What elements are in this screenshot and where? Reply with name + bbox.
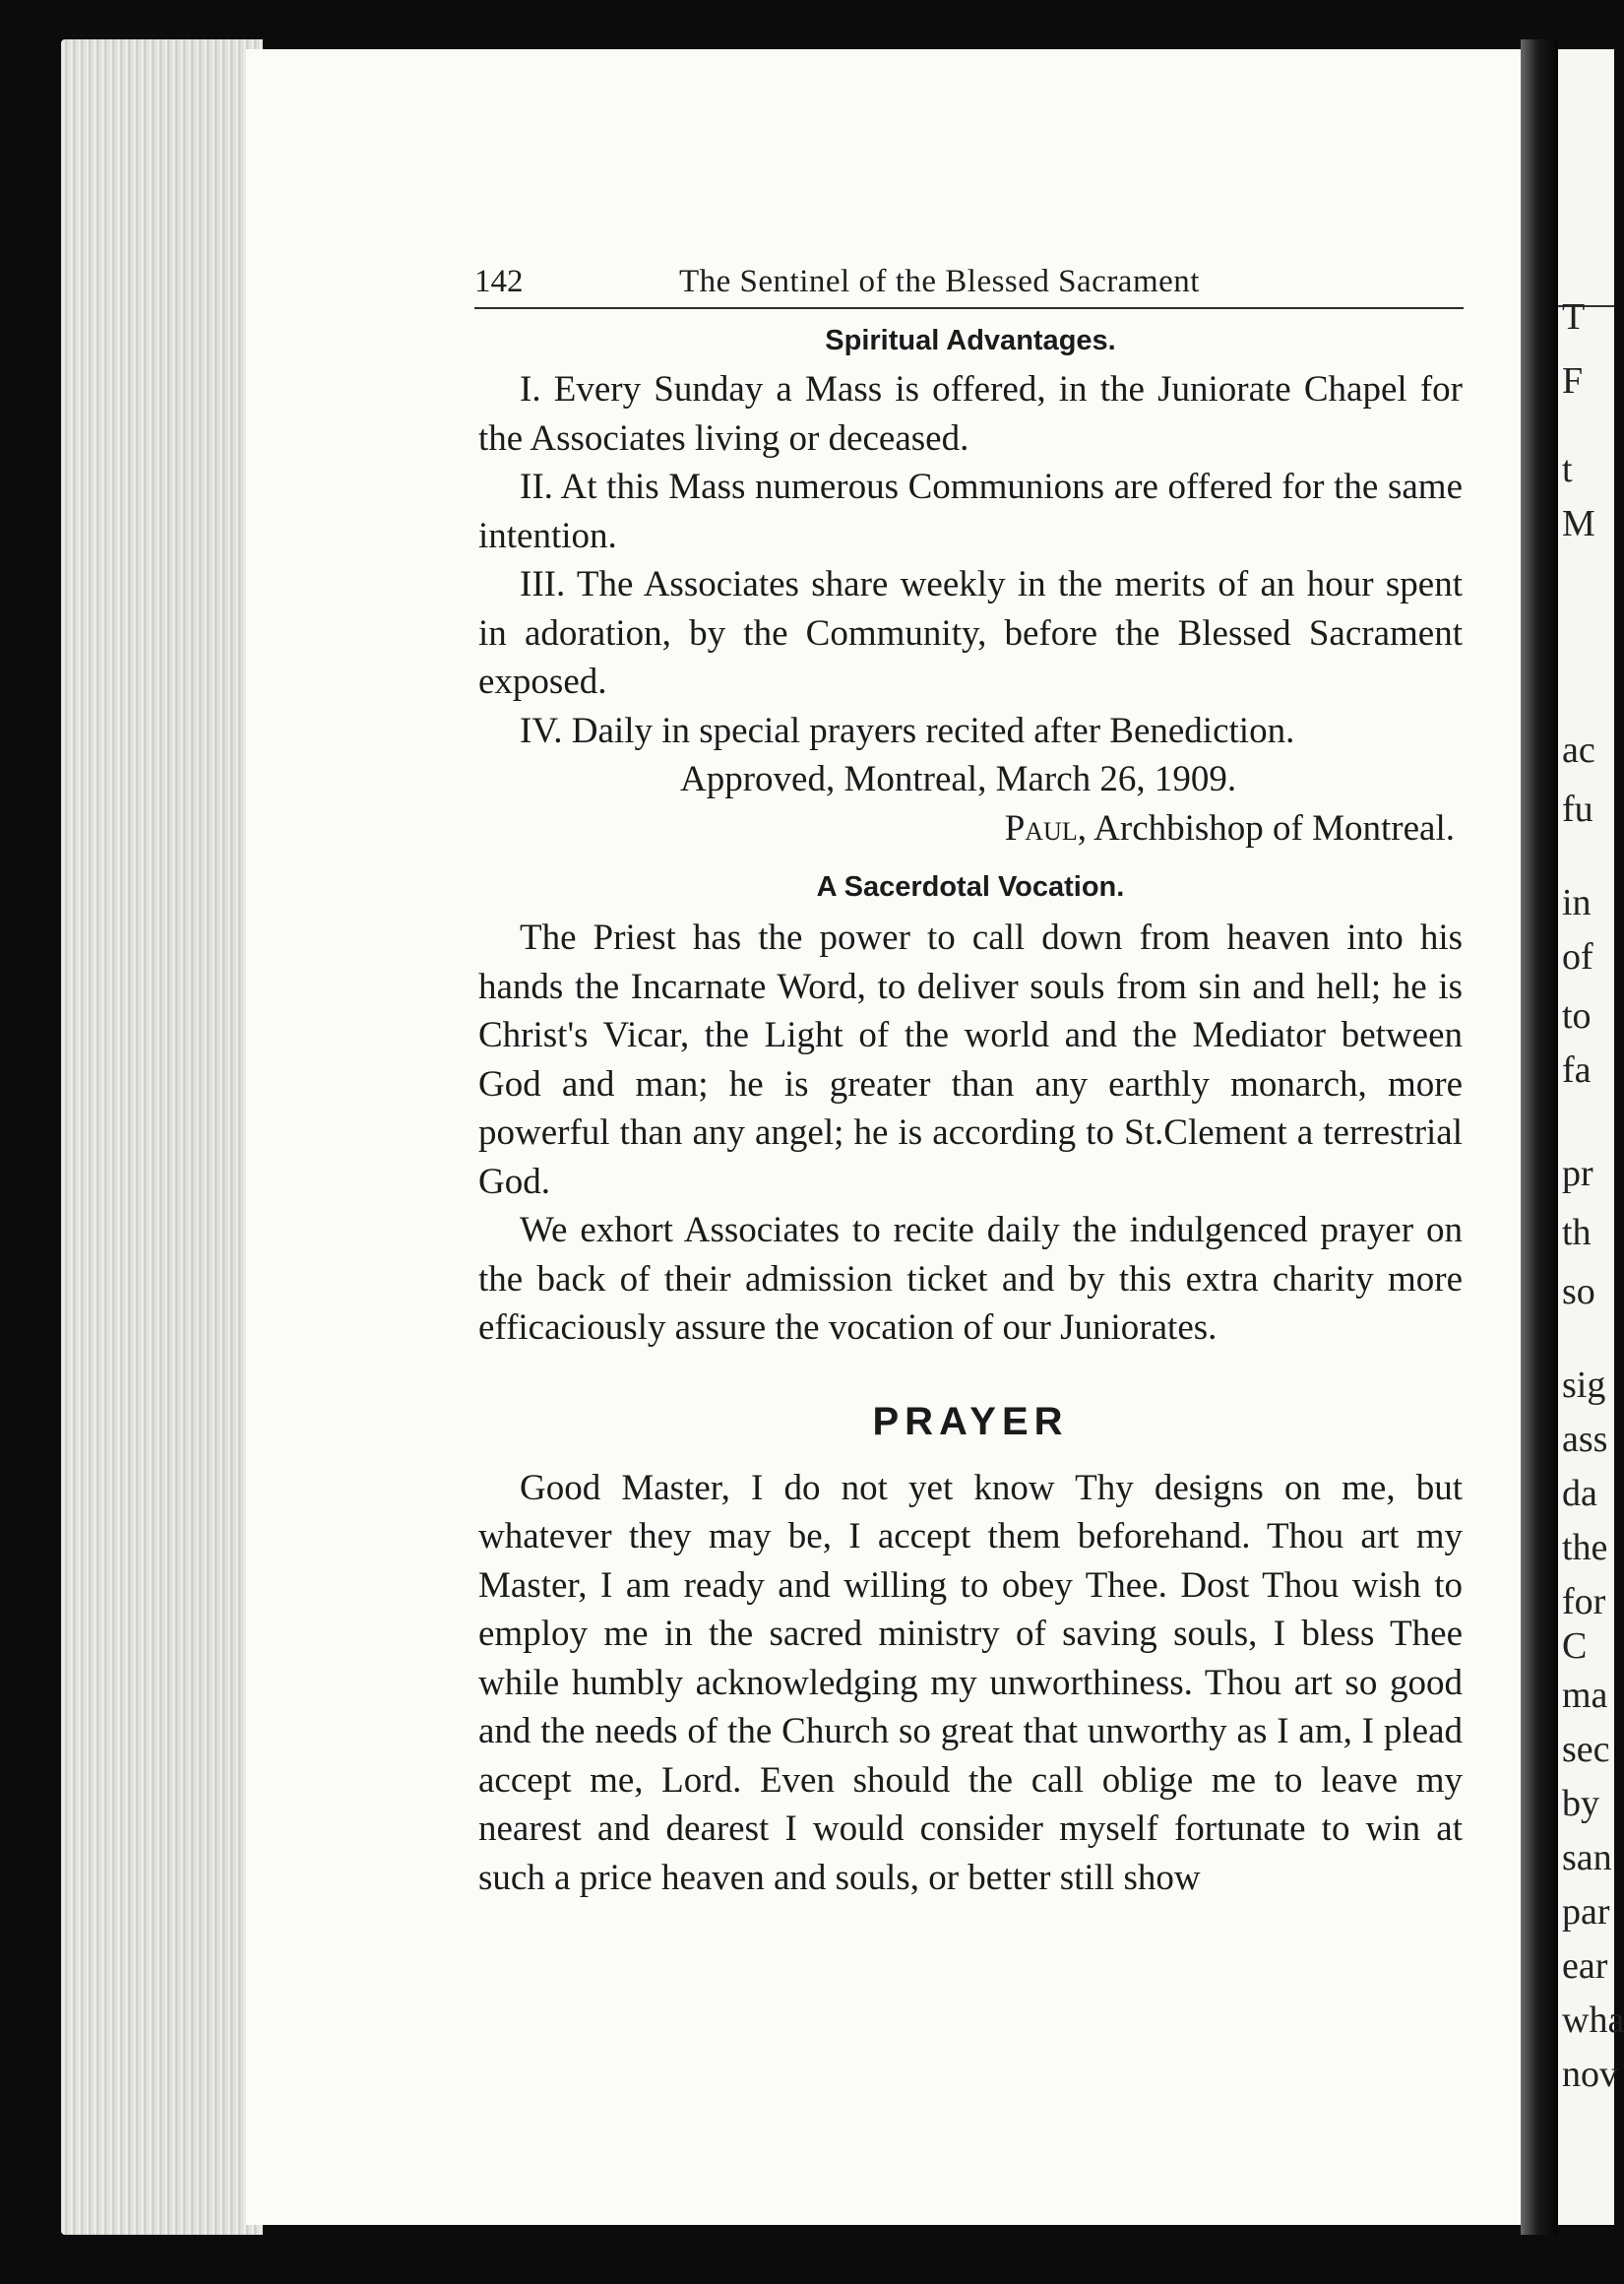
facing-page-fragment: ac [1562,730,1595,771]
facing-page-fragment: fa [1562,1049,1592,1091]
facing-page-fragment: fu [1562,789,1593,830]
prayer-heading: PRAYER [872,1399,1069,1443]
vocation-paragraph-2: We exhort Associates to recite daily the indulgenced prayer on the back of their admission ticket and by this extra charity more efficaciously assure the vocation of our Juniorates. [478,1210,1463,1348]
signature-name: Paul [1004,808,1078,849]
sacerdotal-vocation-heading: A Sacerdotal Vocation. [816,871,1125,903]
approval-line: Approved, Montreal, March 26, 1909. [680,759,1237,799]
page-header [474,264,1464,309]
facing-page-edge [1558,49,1624,2225]
facing-page-fragment: for [1562,1581,1606,1622]
facing-page-fragment: ma [1562,1675,1608,1716]
facing-page-fragment: san [1562,1837,1612,1878]
facing-page-fragment: C [1562,1625,1588,1667]
facing-page-fragment: pr [1562,1153,1593,1194]
facing-page-fragment: par [1562,1891,1610,1933]
signature-title: , Archbishop of Montreal. [1077,808,1455,849]
facing-page-fragment: so [1562,1271,1595,1312]
facing-page-fragment: nov [1562,2054,1618,2095]
facing-page-fragment: of [1562,936,1593,978]
facing-page-fragment: by [1562,1783,1599,1824]
facing-page-fragment: in [1562,882,1592,923]
advantage-item-4: IV. Daily in special prayers recited after Benediction. [520,710,1295,751]
facing-page-fragment: sec [1562,1729,1610,1770]
vocation-paragraph-1: The Priest has the power to call down from heaven into his hands the Incarnate Word, to deliver souls from sin and hell; he is Christ's Vicar, the Light of the world and the Mediator between God and man; he is greater than any earthly monarch, more powerful than any angel; he is according to St.Clement a terrestrial God. [478,918,1463,1202]
facing-page-fragment: sig [1562,1364,1606,1406]
running-title: The Sentinel of the Blessed Sacrament [679,264,1200,299]
facing-page-fragment: da [1562,1473,1597,1514]
prayer-text: Good Master, I do not yet know Thy designs on me, but whatever they may be, I accept them beforehand. Thou art my Master, I am ready and willing to obey Thee. Dost Thou wish to employ me in the sacred ministry of saving souls, I bless Thee while humbly acknowledging my unworthiness. Thou art so good and the needs of the Church so great that unworthy as I am, I plead accept me, Lord. Even should the call oblige me to leave my nearest and dearest I would consider myself fortunate to win at such a price heaven and souls, or better still show [478,1467,1463,1898]
facing-page-fragment: F [1562,360,1584,402]
facing-page-fragment: th [1562,1212,1592,1253]
page-edges [61,39,263,2235]
advantage-item-3: III. The Associates share weekly in the merits of an hour spent in adoration, by the Community, before the Blessed Sacrament exposed. [478,564,1463,702]
facing-page-fragment: wha [1562,1999,1624,2041]
facing-page-fragment: to [1562,995,1592,1037]
page-number: 142 [474,264,524,299]
facing-page-fragment: ear [1562,1945,1608,1987]
advantage-item-2: II. At this Mass numerous Communions are offered for the same intention. [478,467,1463,556]
approval-signature [478,804,1463,854]
facing-page-fragment: t [1562,449,1573,490]
spiritual-advantages-heading: Spiritual Advantages. [825,325,1116,356]
facing-page-fragment: the [1562,1527,1608,1568]
facing-page-fragment: ass [1562,1419,1608,1460]
advantage-item-1: I. Every Sunday a Mass is offered, in the Juniorate Chapel for the Associates living or deceased. [478,369,1463,459]
book-gutter [1521,39,1558,2235]
facing-page-fragment: T [1562,296,1586,338]
page-content [478,325,1463,1902]
facing-page-fragment: M [1562,503,1595,544]
